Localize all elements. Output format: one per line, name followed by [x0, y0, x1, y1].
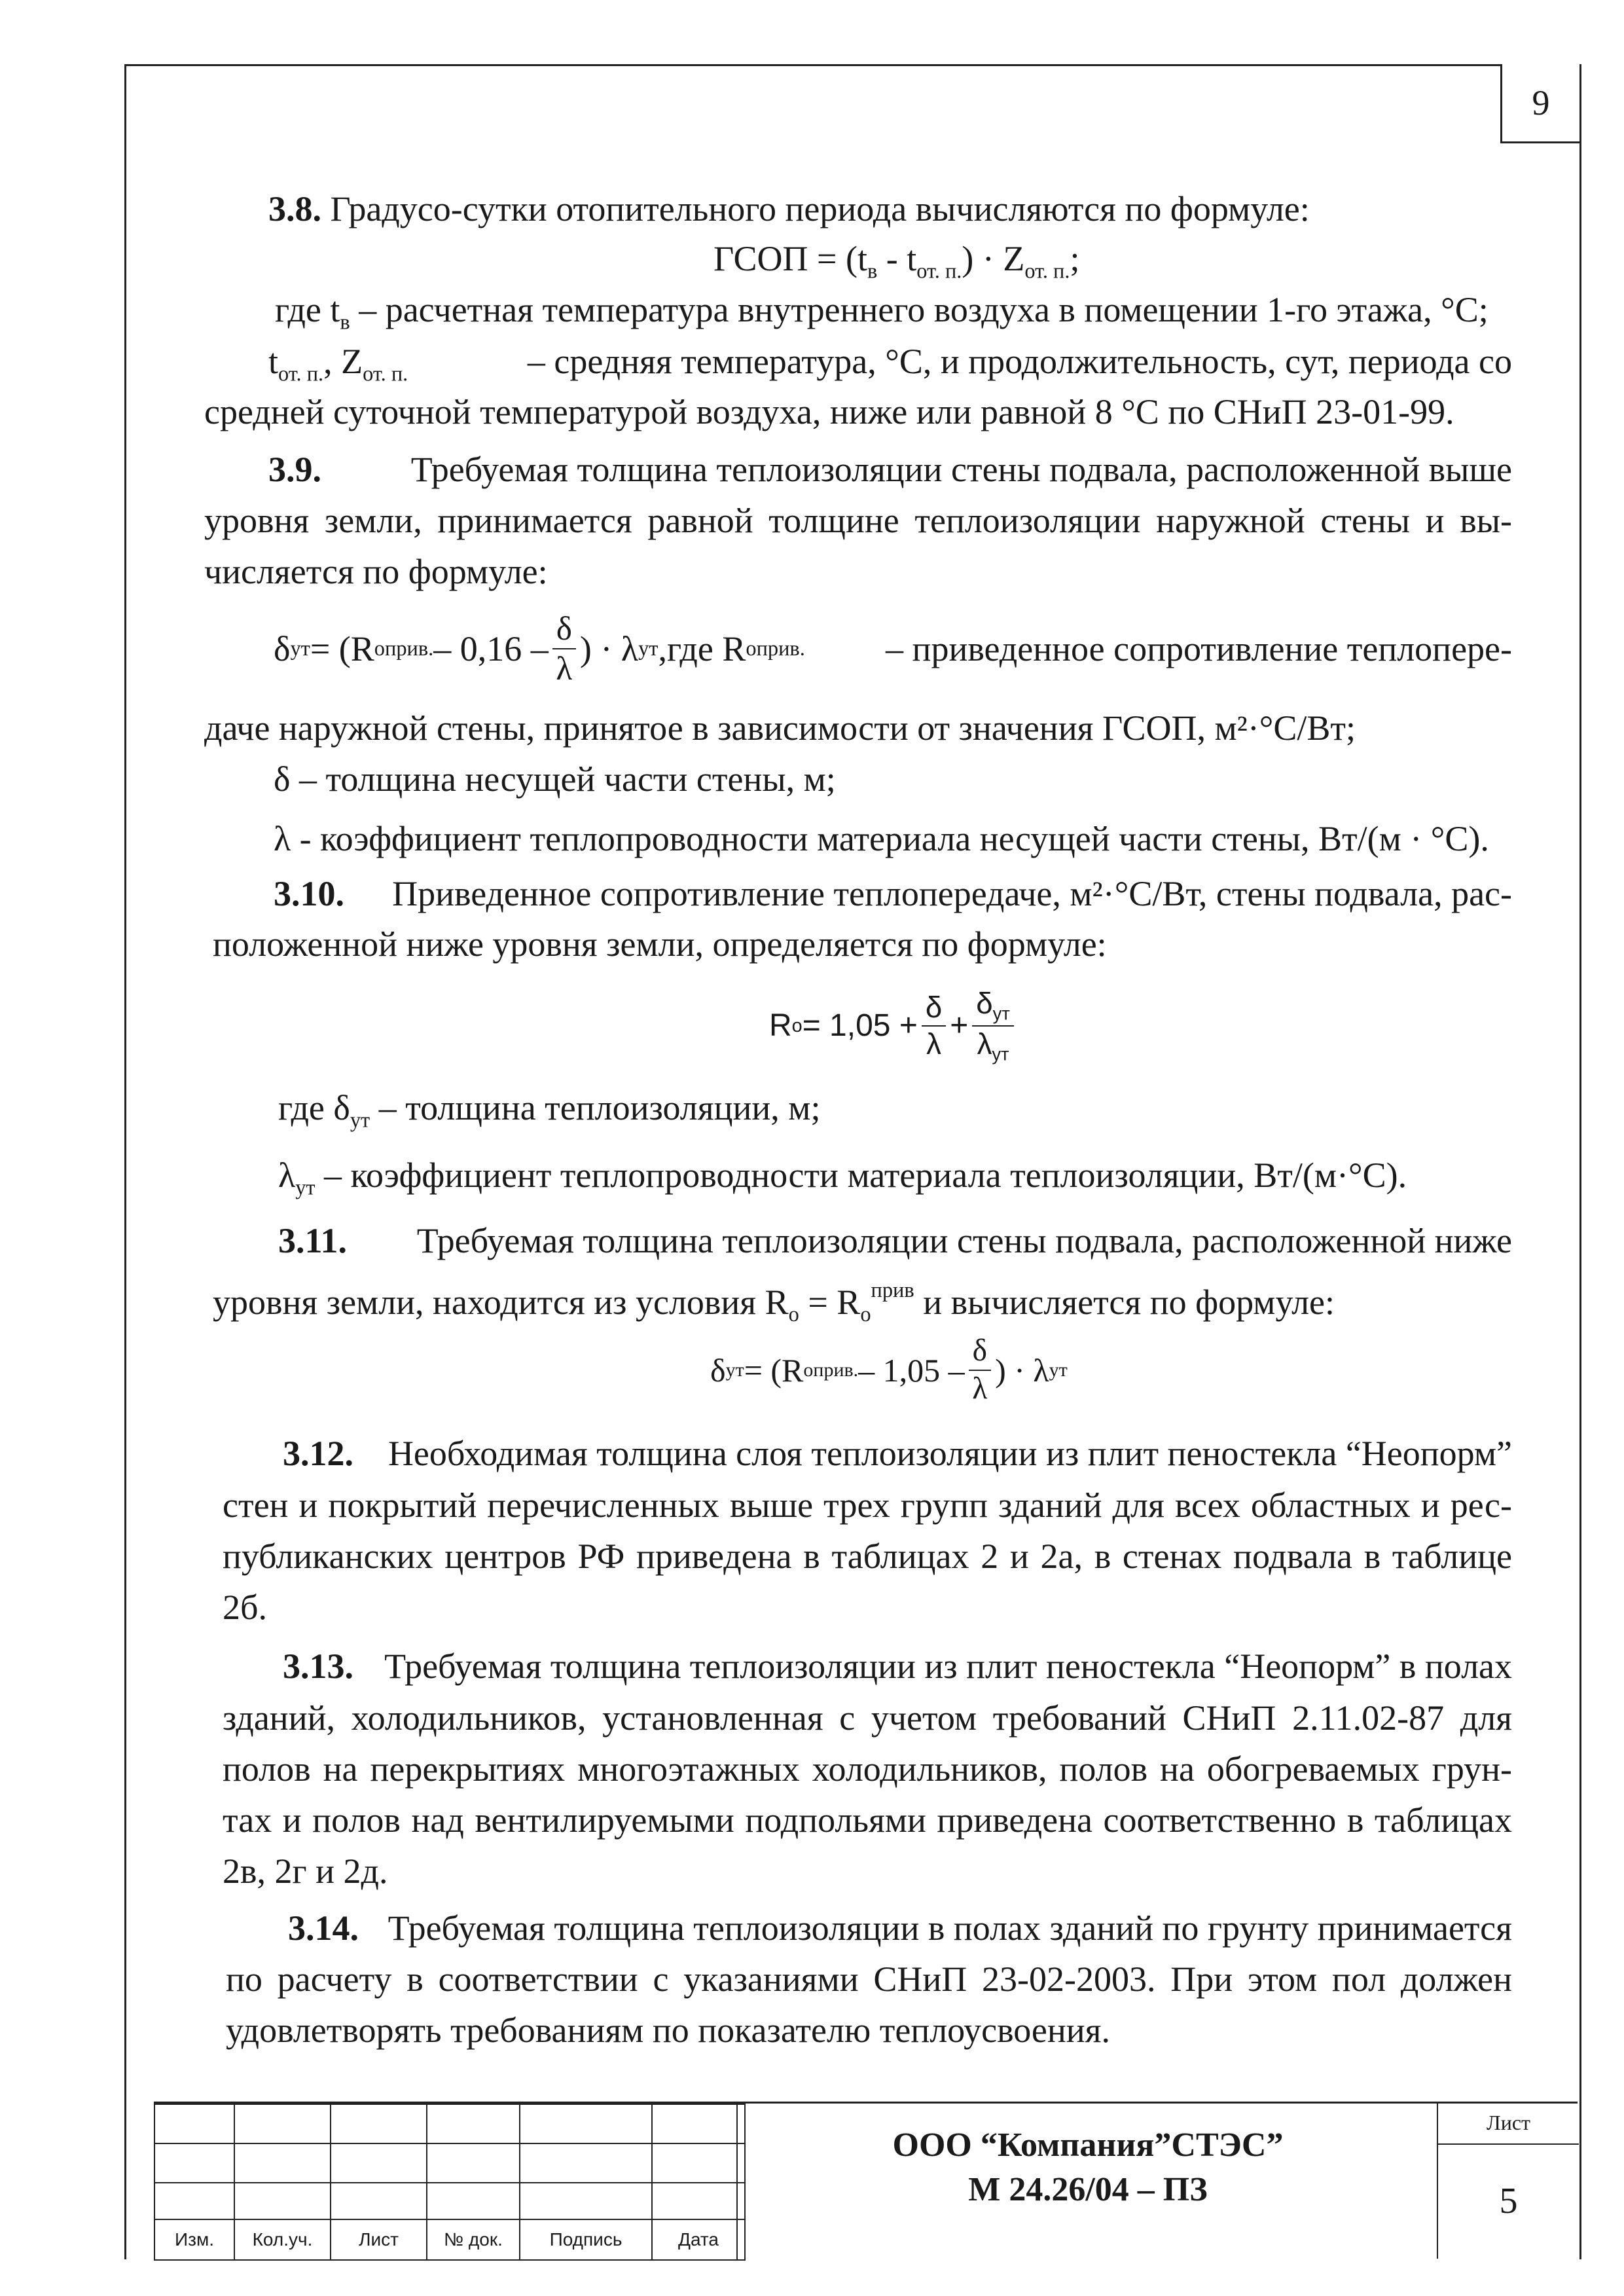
s311-line1: 3.11. Требуемая толщина теплоизоляции стены подвала, расположенной ниже — [278, 1221, 1512, 1260]
s311-line2: уровня земли, находится из условия $R_о = R_о^{прив}$ и вычисляется по формуле: — [213, 1279, 1335, 1327]
s313-line2: зданий, холодильников, установленная с учетом требований СНиП 2.11.02-87 для — [223, 1698, 1512, 1738]
s314-line3: удовлетворять требованиям по показателю теплоусвоения. — [226, 2011, 1110, 2050]
col-doc-no: № док. — [427, 2219, 520, 2260]
s38-line4: средней суточной температурой воздуха, ниже или равной 8 °С по СНиП 23-01-99. — [204, 392, 1454, 431]
s310-formula: R о = 1,05 + $\frac{\delta}{\lambda}$ + $\frac{\delta_{ут}}{\lambda_{ут}}$ — [769, 989, 1018, 1063]
revision-table — [154, 2104, 746, 2261]
s310-frac1: $\frac{\delta}{\lambda}$ — [922, 993, 946, 1059]
s310-where2: $\lambda_{ут}$ – коэффициент теплопроводности материала теплоизоляции, Вт/(м·°С). — [278, 1156, 1407, 1200]
s310-where1: где $\delta_{ут}$ – толщина теплоизоляции, м; — [278, 1088, 821, 1133]
s313-line3: полов на перекрытиях многоэтажных холодильников, полов на обогреваемых грун- — [223, 1749, 1512, 1789]
s314-line1: 3.14. Требуемая толщина теплоизоляции в полах зданий по грунту принимается — [288, 1908, 1512, 1948]
s39-formula: δ ут = (R о прив. – 0,16 – $\frac{\delta}{\lambda}$ ) · λ ут ,где R о прив. – приведенное сопротивление теплопере- — [274, 610, 1512, 688]
s39-line1: 3.9. Требуемая толщина теплоизоляции стены подвала, расположенной выше — [268, 450, 1512, 489]
s38-where-tv: где $t_в$ – расчетная температура внутреннего воздуха в помещении 1-го этажа, °С; — [275, 290, 1489, 335]
sheet-block — [1437, 2102, 1579, 2259]
s39-line6: δ – толщина несущей части стены, м; — [274, 759, 836, 799]
s312-line1: 3.12. Необходимая толщина слоя теплоизоляции из плит пеностекла “Неопорм” — [283, 1434, 1512, 1473]
s39-frac: $\frac{\delta}{\lambda}$ — [552, 612, 576, 686]
s38-where-top: $t_{от. п.}$, $Z_{от. п.}$ – средняя температура, °С, и продолжительность, сут, периода со — [268, 342, 1512, 386]
s314-line2: по расчету в соответствии с указаниями СНиП 23-02-2003. При этом пол должен — [226, 1959, 1512, 1999]
s311-formula: δ ут = (R о прив. – 1,05 – $\frac{\delta}{\lambda}$ ) · λ ут — [710, 1334, 1068, 1406]
s38-num: 3.8. — [268, 189, 321, 228]
org-block — [736, 2104, 1425, 2261]
s310-frac2: $\frac{\delta_{ут}}{\lambda_{ут}}$ — [972, 989, 1014, 1063]
org-name: ООО “Компания”СТЭС” — [892, 2126, 1284, 2164]
s39-line3: числяется по формуле: — [204, 552, 548, 591]
s312-line3: публиканских центров РФ приведена в таблицах 2 и 2а, в стенах подвала в таблице — [223, 1537, 1512, 1576]
col-date: Дата — [652, 2219, 745, 2260]
s311-frac: $\frac{\delta}{\lambda}$ — [969, 1336, 991, 1404]
s39-line7: λ - коэффициент теплопроводности материала несущей части стены, Вт/(м · °С). — [274, 819, 1489, 858]
s39-line2: уровня земли, принимается равной толщине теплоизоляции наружной стены и вы- — [204, 501, 1512, 540]
col-izm: Изм. — [154, 2219, 234, 2260]
col-signature: Подпись — [520, 2219, 652, 2260]
s313-line1: 3.13. Требуемая толщина теплоизоляции из плит пеностекла “Неопорм” в полах — [283, 1647, 1512, 1686]
sheet-label: Лист — [1438, 2102, 1579, 2145]
s38-formula: ГСОП = $(t_в - t_{от. п.}) \cdot Z_{от. п.}$; — [713, 239, 1080, 283]
s39-line5: даче наружной стены, принятое в зависимости от значения ГСОП, м²·°С/Вт; — [204, 708, 1356, 748]
s313-line5: 2в, 2г и 2д. — [223, 1851, 388, 1891]
col-list: Лист — [331, 2219, 427, 2260]
s313-line4: тах и полов над вентилируемыми подпольями приведена соответственно в таблицах — [223, 1800, 1512, 1840]
title-block — [154, 2102, 1578, 2261]
s312-line2: стен и покрытий перечисленных выше трех групп зданий для всех областных и рес- — [223, 1485, 1512, 1525]
s38-heading — [268, 191, 1310, 227]
s310-line2: положенной ниже уровня земли, определяется по формуле: — [213, 924, 1107, 964]
col-kol-uch: Кол.уч. — [234, 2219, 331, 2260]
s312-line4: 2б. — [223, 1588, 267, 1627]
sheet-number: 5 — [1499, 2181, 1518, 2221]
s310-line1: 3.10. Приведенное сопротивление теплопередаче, м²·°С/Вт, стены подвала, рас- — [274, 874, 1512, 913]
s38-text: Градусо-сутки отопительного периода вычисляются по формуле: — [330, 189, 1310, 228]
page-number: 9 — [1500, 64, 1579, 143]
doc-code: М 24.26/04 – ПЗ — [968, 2170, 1208, 2208]
